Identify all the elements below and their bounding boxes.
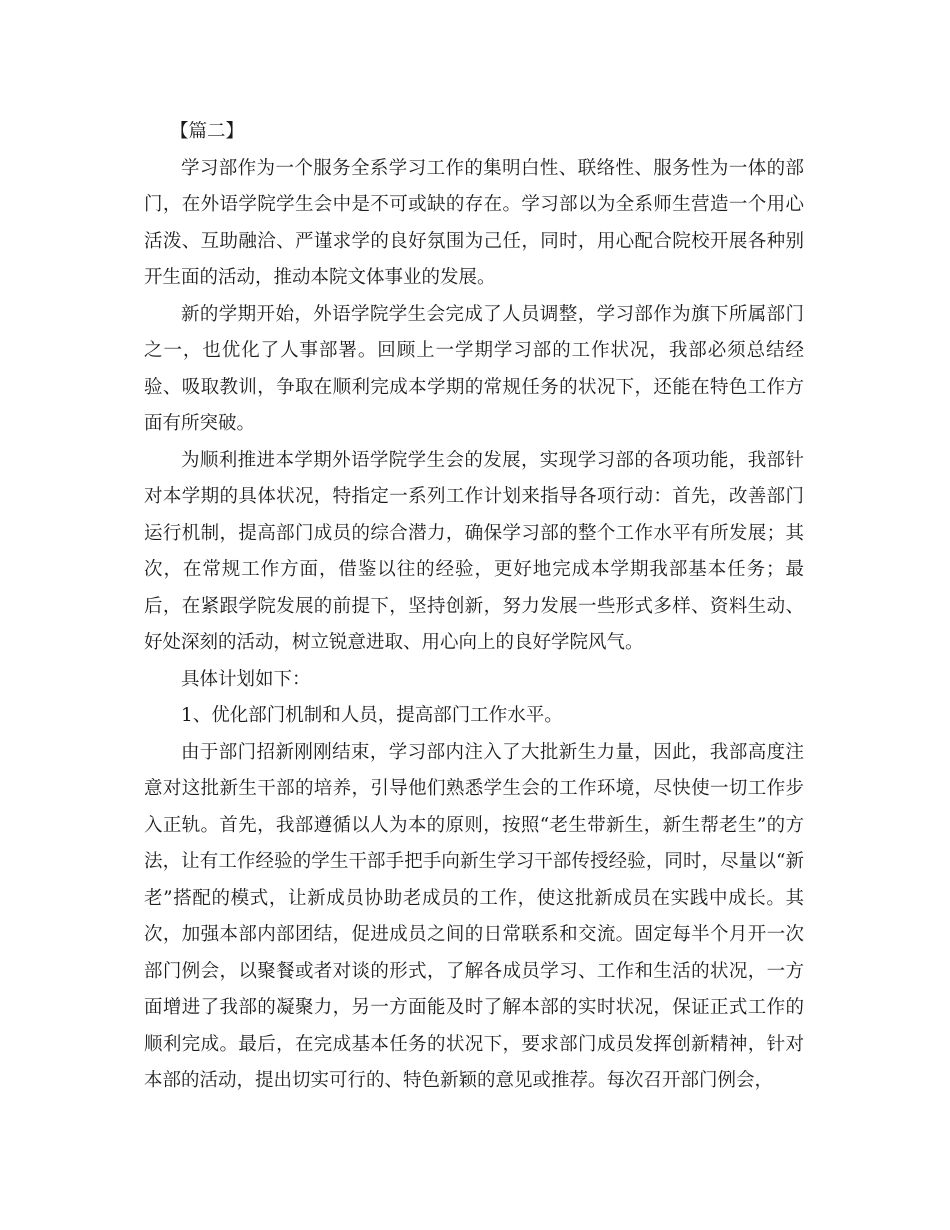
document-body bbox=[144, 114, 804, 1100]
plan-item-1-title: 1、优化部门机制和人员，提高部门工作水平。 bbox=[181, 705, 563, 726]
plan-item-1-body: 由于部门招新刚刚结束，学习部内注入了大批新生力量，因此，我部高度注意对这批新生干部的培养，引导他们熟悉学生会的工作环境，尽快使一切工作步入正轨。首先，我部遵循以人为本的原则，按照“老生带新生，新生帮老生”的方法，让有工作经验的学生干部手把手向新生学习干部传授经验，同时，尽量以“新老”搭配的模式，让新成员协助老成员的工作，使这批新成员在实践中成长。其次，加强本部内部团结，促进成员之间的日常联系和交流。固定每半个月开一次部门例会，以聚餐或者对谈的形式，了解各成员学习、工作和生活的状况，一方面增进了我部的凝聚力，另一方面能及时了解本部的实时状况，保证正式工作的顺利完成。最后，在完成基本任务的状况下，要求部门成员发挥创新精神，针对本部的活动，提出切实可行的、特色新颖的意见或推荐。每次召开部门例会， bbox=[144, 741, 804, 1091]
paragraph-new-semester: 新的学期开始，外语学院学生会完成了人员调整，学习部作为旗下所属部门之一，也优化了人事部署。回顾上一学期学习部的工作状况，我部必须总结经验、吸取教训，争取在顺利完成本学期的常规任务的状况下，还能在特色工作方面有所突破。 bbox=[144, 303, 804, 434]
plan-intro: 具体计划如下： bbox=[181, 668, 311, 690]
paragraph-intro: 学习部作为一个服务全系学习工作的集明白性、联络性、服务性为一体的部门，在外语学院学生会中是不可或缺的存在。学习部以为全系师生营造一个用心活泼、互助融洽、严谨求学的良好氛围为己任，同时，用心配合院校开展各种别开生面的活动，推动本院文体事业的发展。 bbox=[144, 157, 804, 288]
section-heading: 【篇二】 bbox=[170, 121, 245, 142]
paragraph-plan-overview: 为顺利推进本学期外语学院学生会的发展，实现学习部的各项功能，我部针对本学期的具体状况，特指定一系列工作计划来指导各项行动：首先，改善部门运行机制，提高部门成员的综合潜力，确保学习部的整个工作水平有所发展；其次，在常规工作方面，借鉴以往的经验，更好地完成本学期我部基本任务；最后，在紧跟学院发展的前提下，坚持创新，努力发展一些形式多样、资料生动、好处深刻的活动，树立锐意进取、用心向上的良好学院风气。 bbox=[144, 449, 804, 653]
